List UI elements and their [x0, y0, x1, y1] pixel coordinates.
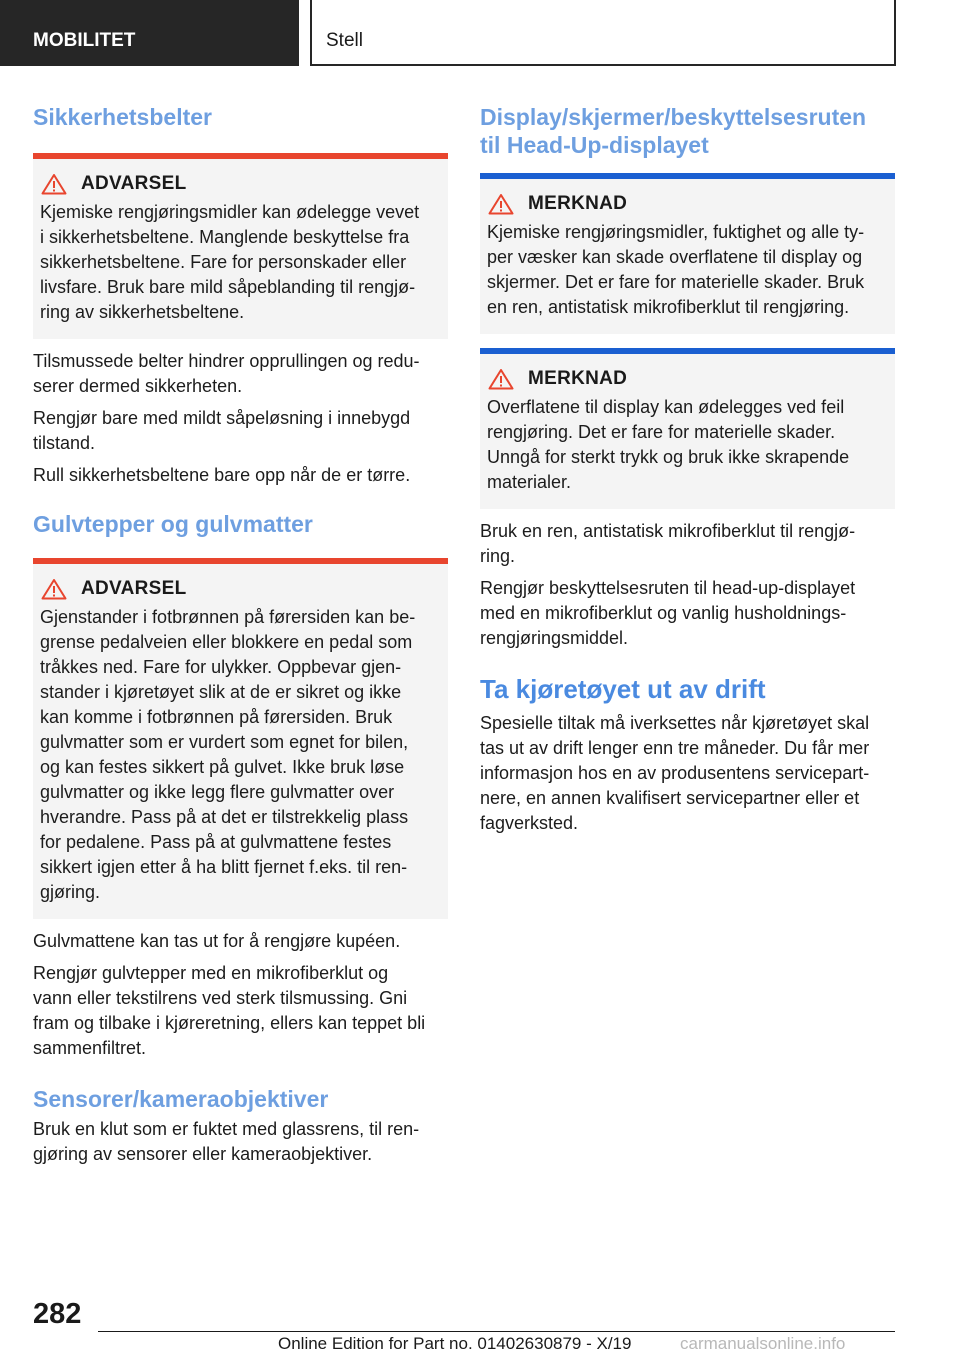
footer-rule — [98, 1331, 895, 1332]
notice-box-1 — [480, 173, 895, 334]
paragraph: Rull sikkerhetsbeltene bare opp når de er tørre. — [33, 465, 411, 485]
heading-sikkerhetsbelter: Sikkerhetsbelter — [33, 104, 212, 130]
warning-text: Kjemiske rengjøringsmidler kan ødelegge vevet i sikkerhetsbeltene. Manglende beskyttelse fra sikkerhetsbeltene. Fare for personskader eller livsfare. Bruk bare mild såpeblanding til rengjø- ring av sikkerhetsbeltene. — [40, 202, 420, 322]
heading-gulvtepper: Gulvtepper og gulvmatter — [33, 511, 313, 537]
paragraph: Bruk en klut som er fuktet med glassrens, til ren- gjøring av sensorer eller kameraobjektiver. — [33, 1119, 420, 1164]
paragraph: Rengjør bare med mildt såpeløsning i innebygd tilstand. — [33, 408, 411, 453]
warning-triangle-icon — [41, 173, 67, 195]
paragraph: Spesielle tiltak må iverksettes når kjøretøyet skal tas ut av drift lenger enn tre måneder. Du får mer informasjon hos en av produsentens servicepart- nere, en annen kvalifisert servicepartner eller et fagverksted. — [480, 713, 870, 833]
paragraph: Gulvmattene kan tas ut for å rengjøre kupéen. — [33, 931, 401, 951]
chapter-tab: Stell — [310, 0, 896, 66]
section-tab: MOBILITET — [0, 0, 299, 66]
warning-triangle-icon — [41, 578, 67, 600]
warning-text: Gjenstander i fotbrønnen på førersiden kan be- grense pedalveien eller blokkere en pedal som tråkkes ned. Fare for ulykker. Oppbevar gjen- stander i kjøretøyet slik at de er sikret og ikke kan komme i fotbrønnen på førersiden. Bruk gulvmatter som er vurdert som egnet for bilen, og kan festes sikkert på gulvet. Ikke bruk løse gulvmatter og ikke legg flere gulvmatter over hverandre. Pass på at det er tilstrekkelig plass for pedalene. Pass på at gulvmattene festes sikkert igjen etter å ha blitt fjernet f.eks. til ren- gjøring. — [40, 607, 416, 902]
paragraph: Bruk en ren, antistatisk mikrofiberklut til rengjø- ring. — [480, 521, 856, 566]
paragraph: Tilsmussede belter hindrer opprullingen og redu- serer dermed sikkerheten. — [33, 351, 420, 396]
notice-title: MERKNAD — [528, 368, 628, 389]
paragraph: Rengjør beskyttelsesruten til head-up-displayet med en mikrofiberklut og vanlig husholdnings- rengjøringsmiddel. — [480, 578, 856, 648]
edition-text: Online Edition for Part no. 01402630879 - X/19 — [278, 1334, 632, 1353]
warning-triangle-icon — [488, 193, 514, 215]
heading-ta-ut-av-drift: Ta kjøretøyet ut av drift — [480, 674, 766, 704]
warning-title: ADVARSEL — [81, 173, 187, 194]
left-column — [33, 100, 448, 1167]
warning-title: ADVARSEL — [81, 578, 187, 599]
notice-box-2 — [480, 348, 895, 509]
warning-box-belts — [33, 153, 448, 339]
notice-text: Overflatene til display kan ødelegges ved feil rengjøring. Det er fare for materielle skader. Unngå for sterkt trykk og bruk ikke skrapende materialer. — [487, 397, 850, 492]
notice-text: Kjemiske rengjøringsmidler, fuktighet og alle ty- per væsker kan skade overflatene til display og skjermer. Det er fare for materielle skader. Bruk en ren, antistatisk mikrofiberklut til rengjøring. — [487, 222, 865, 317]
right-column — [480, 100, 895, 836]
notice-title: MERKNAD — [528, 193, 628, 214]
page-header — [0, 0, 960, 66]
warning-triangle-icon — [488, 368, 514, 390]
warning-box-mats — [33, 558, 448, 919]
page-number: 282 — [33, 1298, 82, 1330]
watermark: carmanualsonline.info — [680, 1334, 846, 1353]
paragraph: Rengjør gulvtepper med en mikrofiberklut og vann eller tekstilrens ved sterk tilsmussing. Gni fram og tilbake i kjøreretning, ellers kan teppet bli sammenfiltret. — [33, 963, 426, 1058]
heading-sensorer: Sensorer/kameraobjektiver — [33, 1086, 329, 1112]
heading-display: Display/skjermer/beskyttelsesruten til Head-Up-displayet — [480, 104, 867, 158]
